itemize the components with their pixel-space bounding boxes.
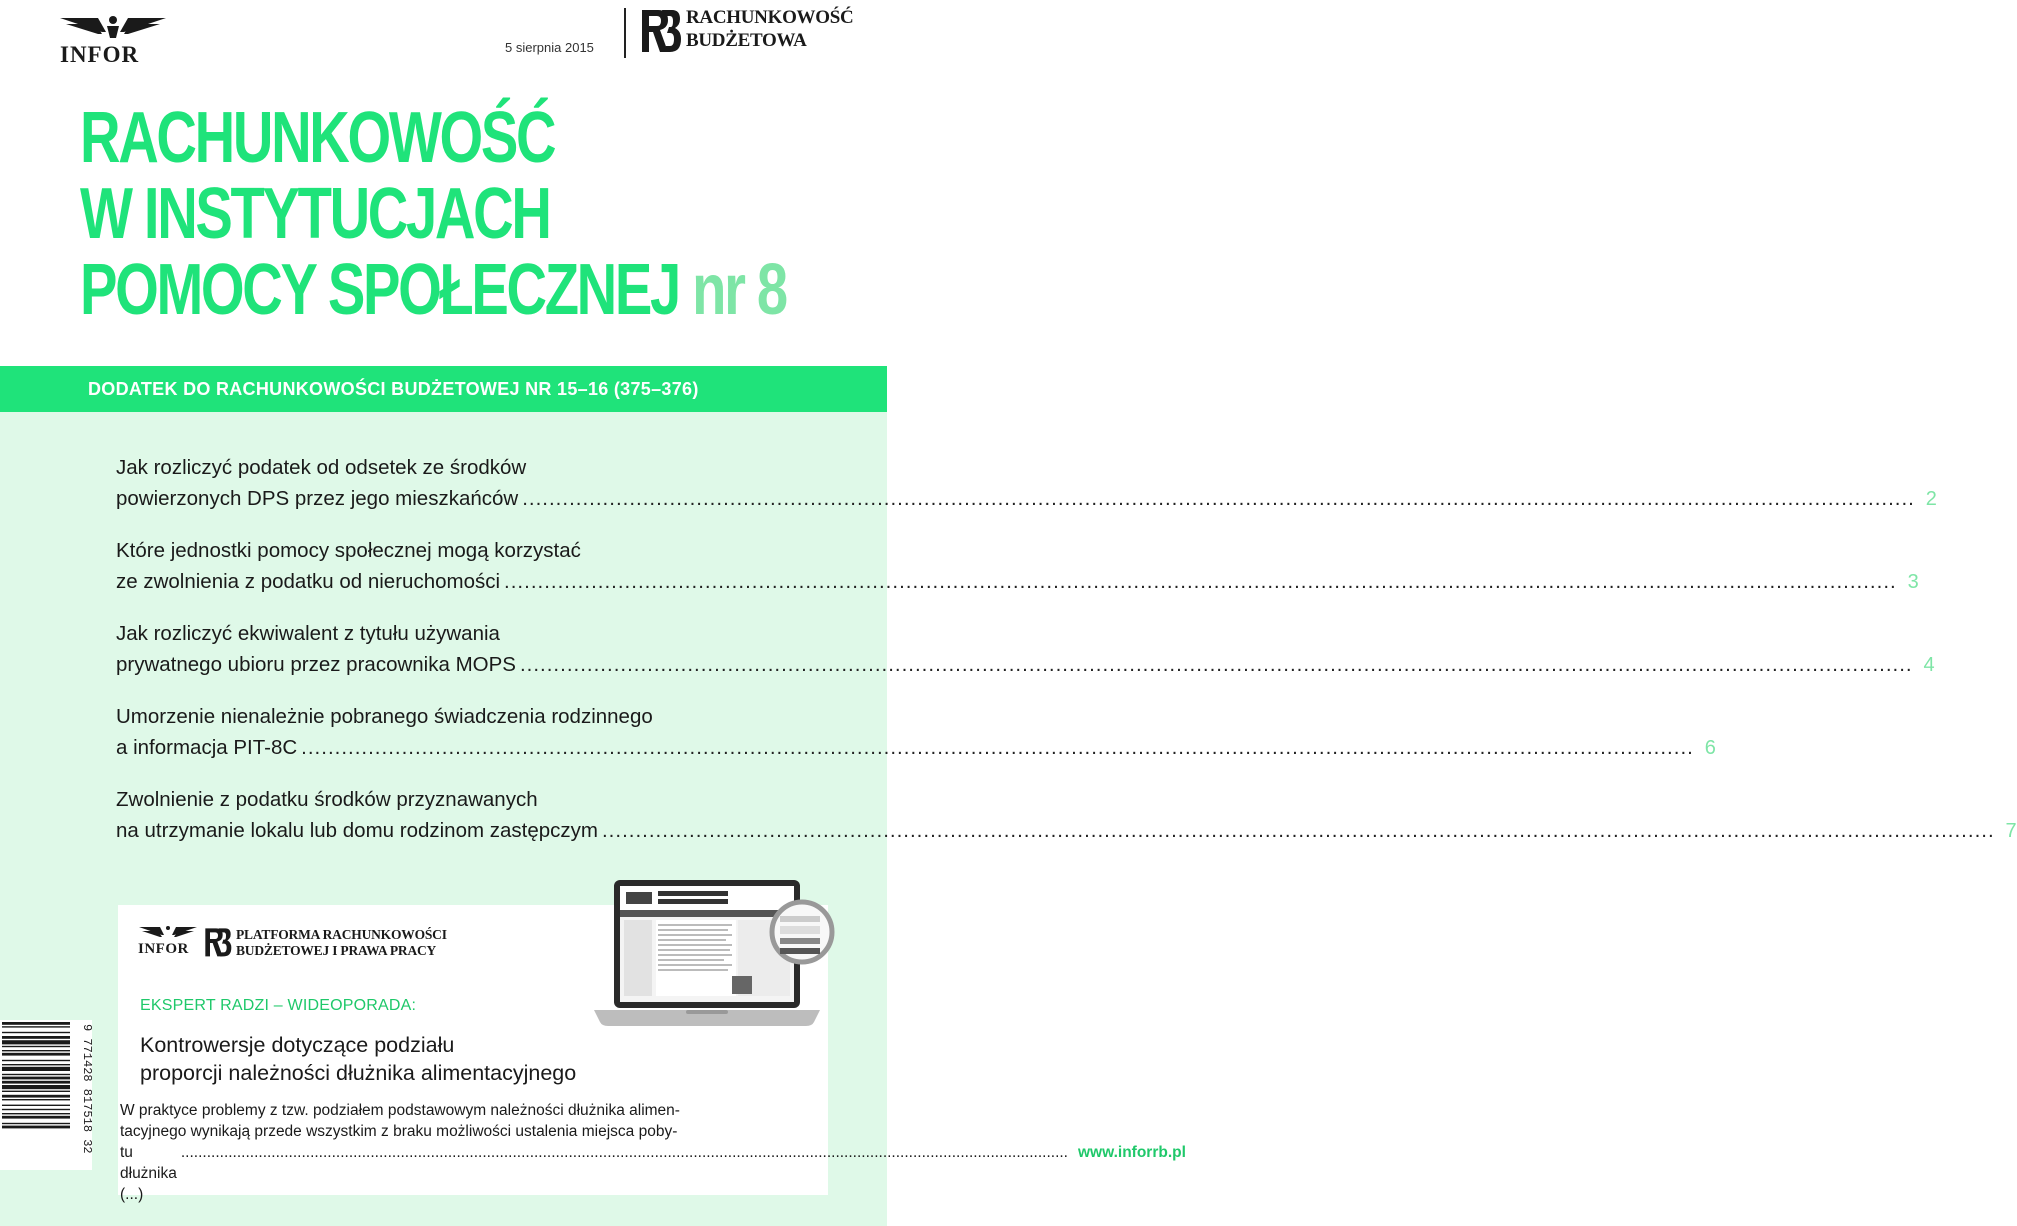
main-title-line3 bbox=[80, 252, 786, 328]
promo-leader-dots bbox=[181, 1142, 1068, 1163]
main-title-line2: W INSTYTUCJACH bbox=[80, 174, 550, 254]
platform-infor-wordmark: INFOR bbox=[138, 941, 189, 957]
toc-item[interactable] bbox=[116, 618, 1935, 681]
platform-infor-logo bbox=[138, 925, 198, 965]
toc-item-line1: Które jednostki pomocy społecznej mogą korzystać bbox=[116, 539, 581, 562]
rb-title bbox=[686, 6, 853, 52]
toc-leader-dots bbox=[522, 483, 1915, 514]
toc-page-number: 6 bbox=[1704, 737, 1716, 759]
rachunkowosc-budzetowa-logo bbox=[640, 6, 854, 58]
toc-item-line2-row bbox=[116, 649, 1935, 681]
promo-body bbox=[120, 1100, 1186, 1205]
rb-title-line1: RACHUNKOWOŚĆ bbox=[686, 7, 854, 28]
promo-body-last-row bbox=[120, 1142, 1186, 1205]
infor-wordmark: INFOR bbox=[60, 42, 140, 67]
toc-item-line1: Umorzenie nienależnie pobranego świadczenia rodzinnego bbox=[116, 705, 653, 728]
rb-title-line2: BUDŻETOWA bbox=[686, 30, 807, 51]
promo-title-line2: proporcji należności dłużnika alimentacyjnego bbox=[140, 1061, 577, 1085]
rb-monogram-icon bbox=[640, 8, 682, 56]
toc-leader-dots bbox=[301, 732, 1694, 763]
toc-leader-dots bbox=[504, 566, 1897, 597]
promo-title bbox=[140, 1031, 576, 1087]
toc-item-line2-row bbox=[116, 815, 2017, 847]
promo-body-line2: tacyjnego wynikają przede wszystkim z braku możliwości ustalenia miejsca poby- bbox=[120, 1123, 678, 1140]
toc-leader-dots bbox=[602, 815, 1995, 846]
toc-item-line1: Zwolnienie z podatku środków przyznawanych bbox=[116, 788, 538, 811]
promo-title-line1: Kontrowersje dotyczące podziału bbox=[140, 1033, 455, 1057]
toc-item[interactable] bbox=[116, 784, 2017, 847]
toc-page-number: 7 bbox=[2005, 820, 2017, 842]
infor-wings-icon bbox=[58, 12, 168, 42]
toc-item-line2-row bbox=[116, 483, 1937, 515]
toc-item[interactable] bbox=[116, 452, 1937, 515]
main-title bbox=[80, 100, 786, 328]
barcode-digits: 9 771428 817518 32 bbox=[80, 1024, 94, 1154]
supplement-band bbox=[0, 366, 887, 412]
toc-page-number: 4 bbox=[1923, 654, 1935, 676]
issue-number: nr 8 bbox=[692, 250, 786, 330]
toc-item-line2: ze zwolnienia z podatku od nieruchomości bbox=[116, 570, 501, 593]
toc-page-number: 3 bbox=[1907, 571, 1919, 593]
promo-body-line3: tu dłużnika (...) bbox=[120, 1144, 177, 1203]
toc-item-line2-row bbox=[116, 732, 1716, 764]
barcode bbox=[0, 1020, 92, 1170]
toc-item-line1: Jak rozliczyć podatek od odsetek ze środków bbox=[116, 456, 527, 479]
laptop-screen-icon bbox=[592, 876, 822, 1036]
cover-header bbox=[0, 0, 887, 96]
main-title-line1: RACHUNKOWOŚĆ bbox=[80, 98, 555, 178]
barcode-bars-icon bbox=[0, 1020, 92, 1170]
toc-item-line1: Jak rozliczyć ekwiwalent z tytułu używania bbox=[116, 622, 500, 645]
infor-logo bbox=[58, 12, 176, 67]
table-of-contents bbox=[116, 452, 2017, 867]
toc-item-line2: prywatnego ubioru przez pracownika MOPS bbox=[116, 653, 516, 676]
supplement-band-text: DODATEK DO RACHUNKOWOŚCI BUDŻETOWEJ NR 15–16 (375–376) bbox=[88, 379, 699, 399]
rb-monogram-small-icon bbox=[204, 927, 232, 959]
expert-label: EKSPERT RADZI – WIDEOPORADA: bbox=[140, 997, 417, 1014]
header-divider bbox=[624, 8, 626, 58]
issue-date: 5 sierpnia 2015 bbox=[505, 40, 594, 55]
toc-leader-dots bbox=[520, 649, 1913, 680]
platform-title-line1: PLATFORMA RACHUNKOWOŚCI bbox=[236, 927, 447, 942]
platform-logo bbox=[138, 925, 447, 965]
laptop-illustration bbox=[592, 876, 822, 1036]
promo-body-line1: W praktyce problemy z tzw. podziałem podstawowym należności dłużnika alimen- bbox=[120, 1102, 680, 1119]
toc-item-line2: powierzonych DPS przez jego mieszkańców bbox=[116, 487, 519, 510]
toc-item-line2: a informacja PIT-8C bbox=[116, 736, 298, 759]
main-title-line3-text: POMOCY SPOŁECZNEJ bbox=[80, 250, 679, 330]
toc-page-number: 2 bbox=[1925, 488, 1937, 510]
toc-item[interactable] bbox=[116, 701, 1716, 764]
toc-item[interactable] bbox=[116, 535, 1919, 598]
toc-item-line2: na utrzymanie lokalu lub domu rodzinom zastępczym bbox=[116, 819, 598, 842]
promo-url-link[interactable]: www.inforrb.pl bbox=[1078, 1144, 1186, 1161]
platform-title bbox=[236, 927, 447, 959]
infor-wings-small-icon bbox=[138, 925, 198, 939]
toc-item-line2-row bbox=[116, 566, 1919, 598]
platform-title-line2: BUDŻETOWEJ I PRAWA PRACY bbox=[236, 943, 437, 958]
